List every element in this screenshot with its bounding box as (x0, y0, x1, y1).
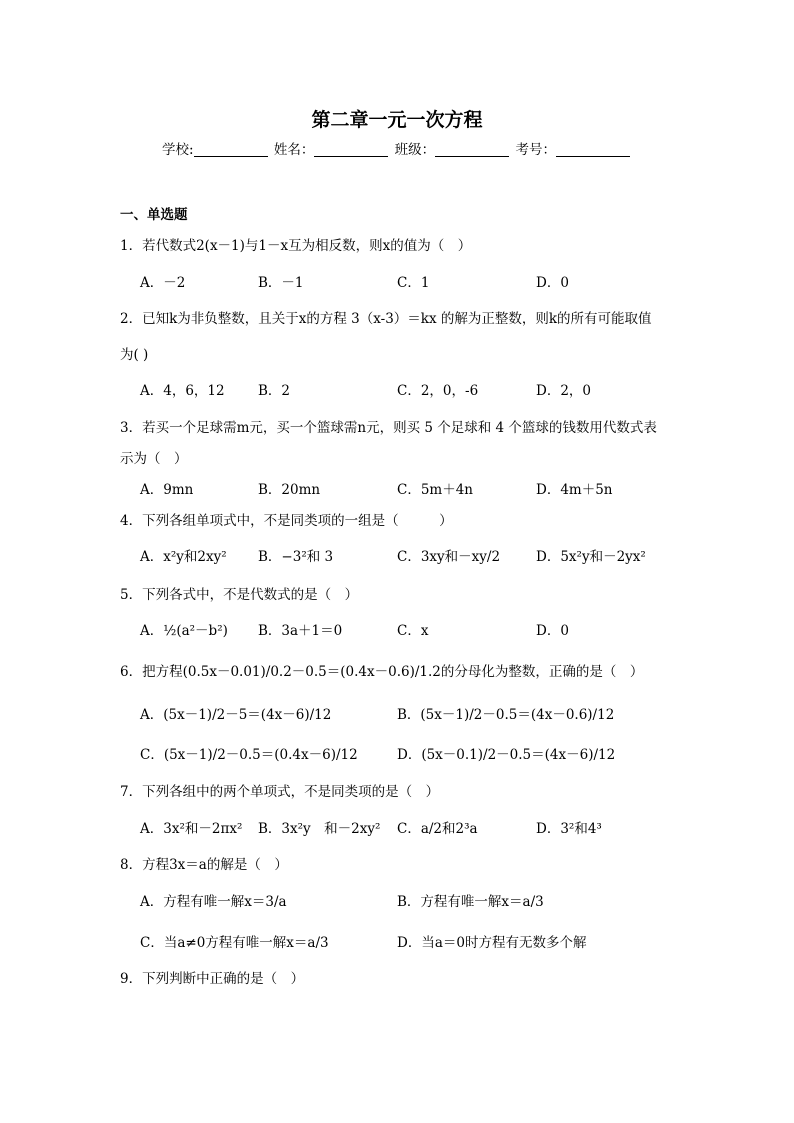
q3-option-d: D．4m＋5n (536, 482, 613, 498)
question-3-stem-line1: 3．若买一个足球需m元，买一个篮球需n元，则买 5 个足球和 4 个篮球的钱数用代数式表 (120, 420, 657, 436)
class-blank (435, 142, 509, 157)
q7-option-a: A．3x²和－2πx² (140, 821, 243, 837)
class-label: 班级： (394, 142, 436, 158)
q8-option-b: B．方程有唯一解x＝a/3 (397, 894, 544, 910)
q3-option-c: C．5m＋4n (397, 482, 474, 498)
q8-option-c: C．当a≠0方程有唯一解x＝a/3 (140, 935, 329, 951)
exam-number-label: 考号： (515, 142, 556, 158)
q4-option-c: C．3xy和－xy/2 (397, 549, 501, 565)
page-title: 第二章一元一次方程 (311, 109, 483, 131)
question-2-stem-line2: 为( ) (120, 347, 149, 363)
q3-option-b: B．20mn (258, 482, 321, 498)
q6-option-c: C．(5x－1)/2－0.5＝(0.4x－6)/12 (140, 747, 358, 763)
q1-option-a: A．－2 (140, 275, 186, 291)
q2-option-c: C．2，0，-6 (397, 383, 479, 399)
student-info-line (0, 138, 794, 158)
question-7-stem: 7．下列各组中的两个单项式，不是同类项的是（ ） (120, 784, 440, 800)
q7-option-c: C．a/2和2³a (397, 821, 478, 837)
question-6-stem: 6．把方程(0.5x－0.01)/0.2－0.5＝(0.4x－0.6)/1.2的分母化为整数，正确的是（ ） (120, 664, 644, 680)
q7-option-d: D．3²和4³ (536, 821, 602, 837)
q2-option-d: D．2，0 (536, 383, 592, 399)
section-heading: 一、单选题 (120, 207, 188, 223)
name-label: 姓名： (273, 142, 315, 158)
question-8-stem: 8．方程3x＝a的解是（ ） (120, 857, 288, 873)
q4-option-a: A．x²y和2xy² (140, 549, 227, 565)
school-label: 学校: (162, 142, 194, 158)
school-blank (194, 142, 268, 157)
q1-option-c: C．1 (397, 275, 430, 291)
q5-option-d: D．0 (536, 623, 569, 639)
q5-option-b: B．3a＋1＝0 (258, 623, 343, 639)
q2-option-a: A．4，6，12 (140, 383, 225, 399)
q1-option-b: B．－1 (258, 275, 304, 291)
q6-option-d: D．(5x－0.1)/2－0.5＝(4x－6)/12 (397, 747, 616, 763)
q7-option-b: B．3x²y 和－2xy² (258, 821, 381, 837)
question-9-stem: 9．下列判断中正确的是（ ） (120, 971, 305, 987)
question-2-stem-line1: 2．已知k为非负整数，且关于x的方程 3（x-3）＝kx 的解为正整数，则k的所有可能取值 (120, 311, 652, 327)
q8-option-d: D．当a＝0时方程有无数多个解 (397, 935, 587, 951)
q8-option-a: A．方程有唯一解x＝3/a (140, 894, 287, 910)
q1-option-d: D．0 (536, 275, 569, 291)
name-blank (314, 142, 388, 157)
q2-option-b: B．2 (258, 383, 291, 399)
q3-option-a: A．9mn (140, 482, 194, 498)
q5-option-c: C．x (397, 623, 429, 639)
q5-option-a: A．½(a²－b²) (140, 623, 228, 639)
question-1-stem: 1．若代数式2(x－1)与1－x互为相反数，则x的值为（ ） (120, 238, 472, 254)
q4-option-d: D．5x²y和－2yx² (536, 549, 646, 565)
question-4-stem: 4．下列各组单项式中，不是同类项的一组是（ ） (120, 513, 453, 529)
question-3-stem-line2: 示为（ ） (120, 451, 188, 467)
q6-option-a: A．(5x－1)/2－5＝(4x－6)/12 (140, 707, 332, 723)
q6-option-b: B．(5x－1)/2－0.5＝(4x－0.6)/12 (397, 707, 615, 723)
q4-option-b: B．−3²和 3 (258, 549, 334, 565)
exam-number-blank (556, 142, 630, 157)
question-5-stem: 5．下列各式中，不是代数式的是（ ） (120, 587, 359, 603)
